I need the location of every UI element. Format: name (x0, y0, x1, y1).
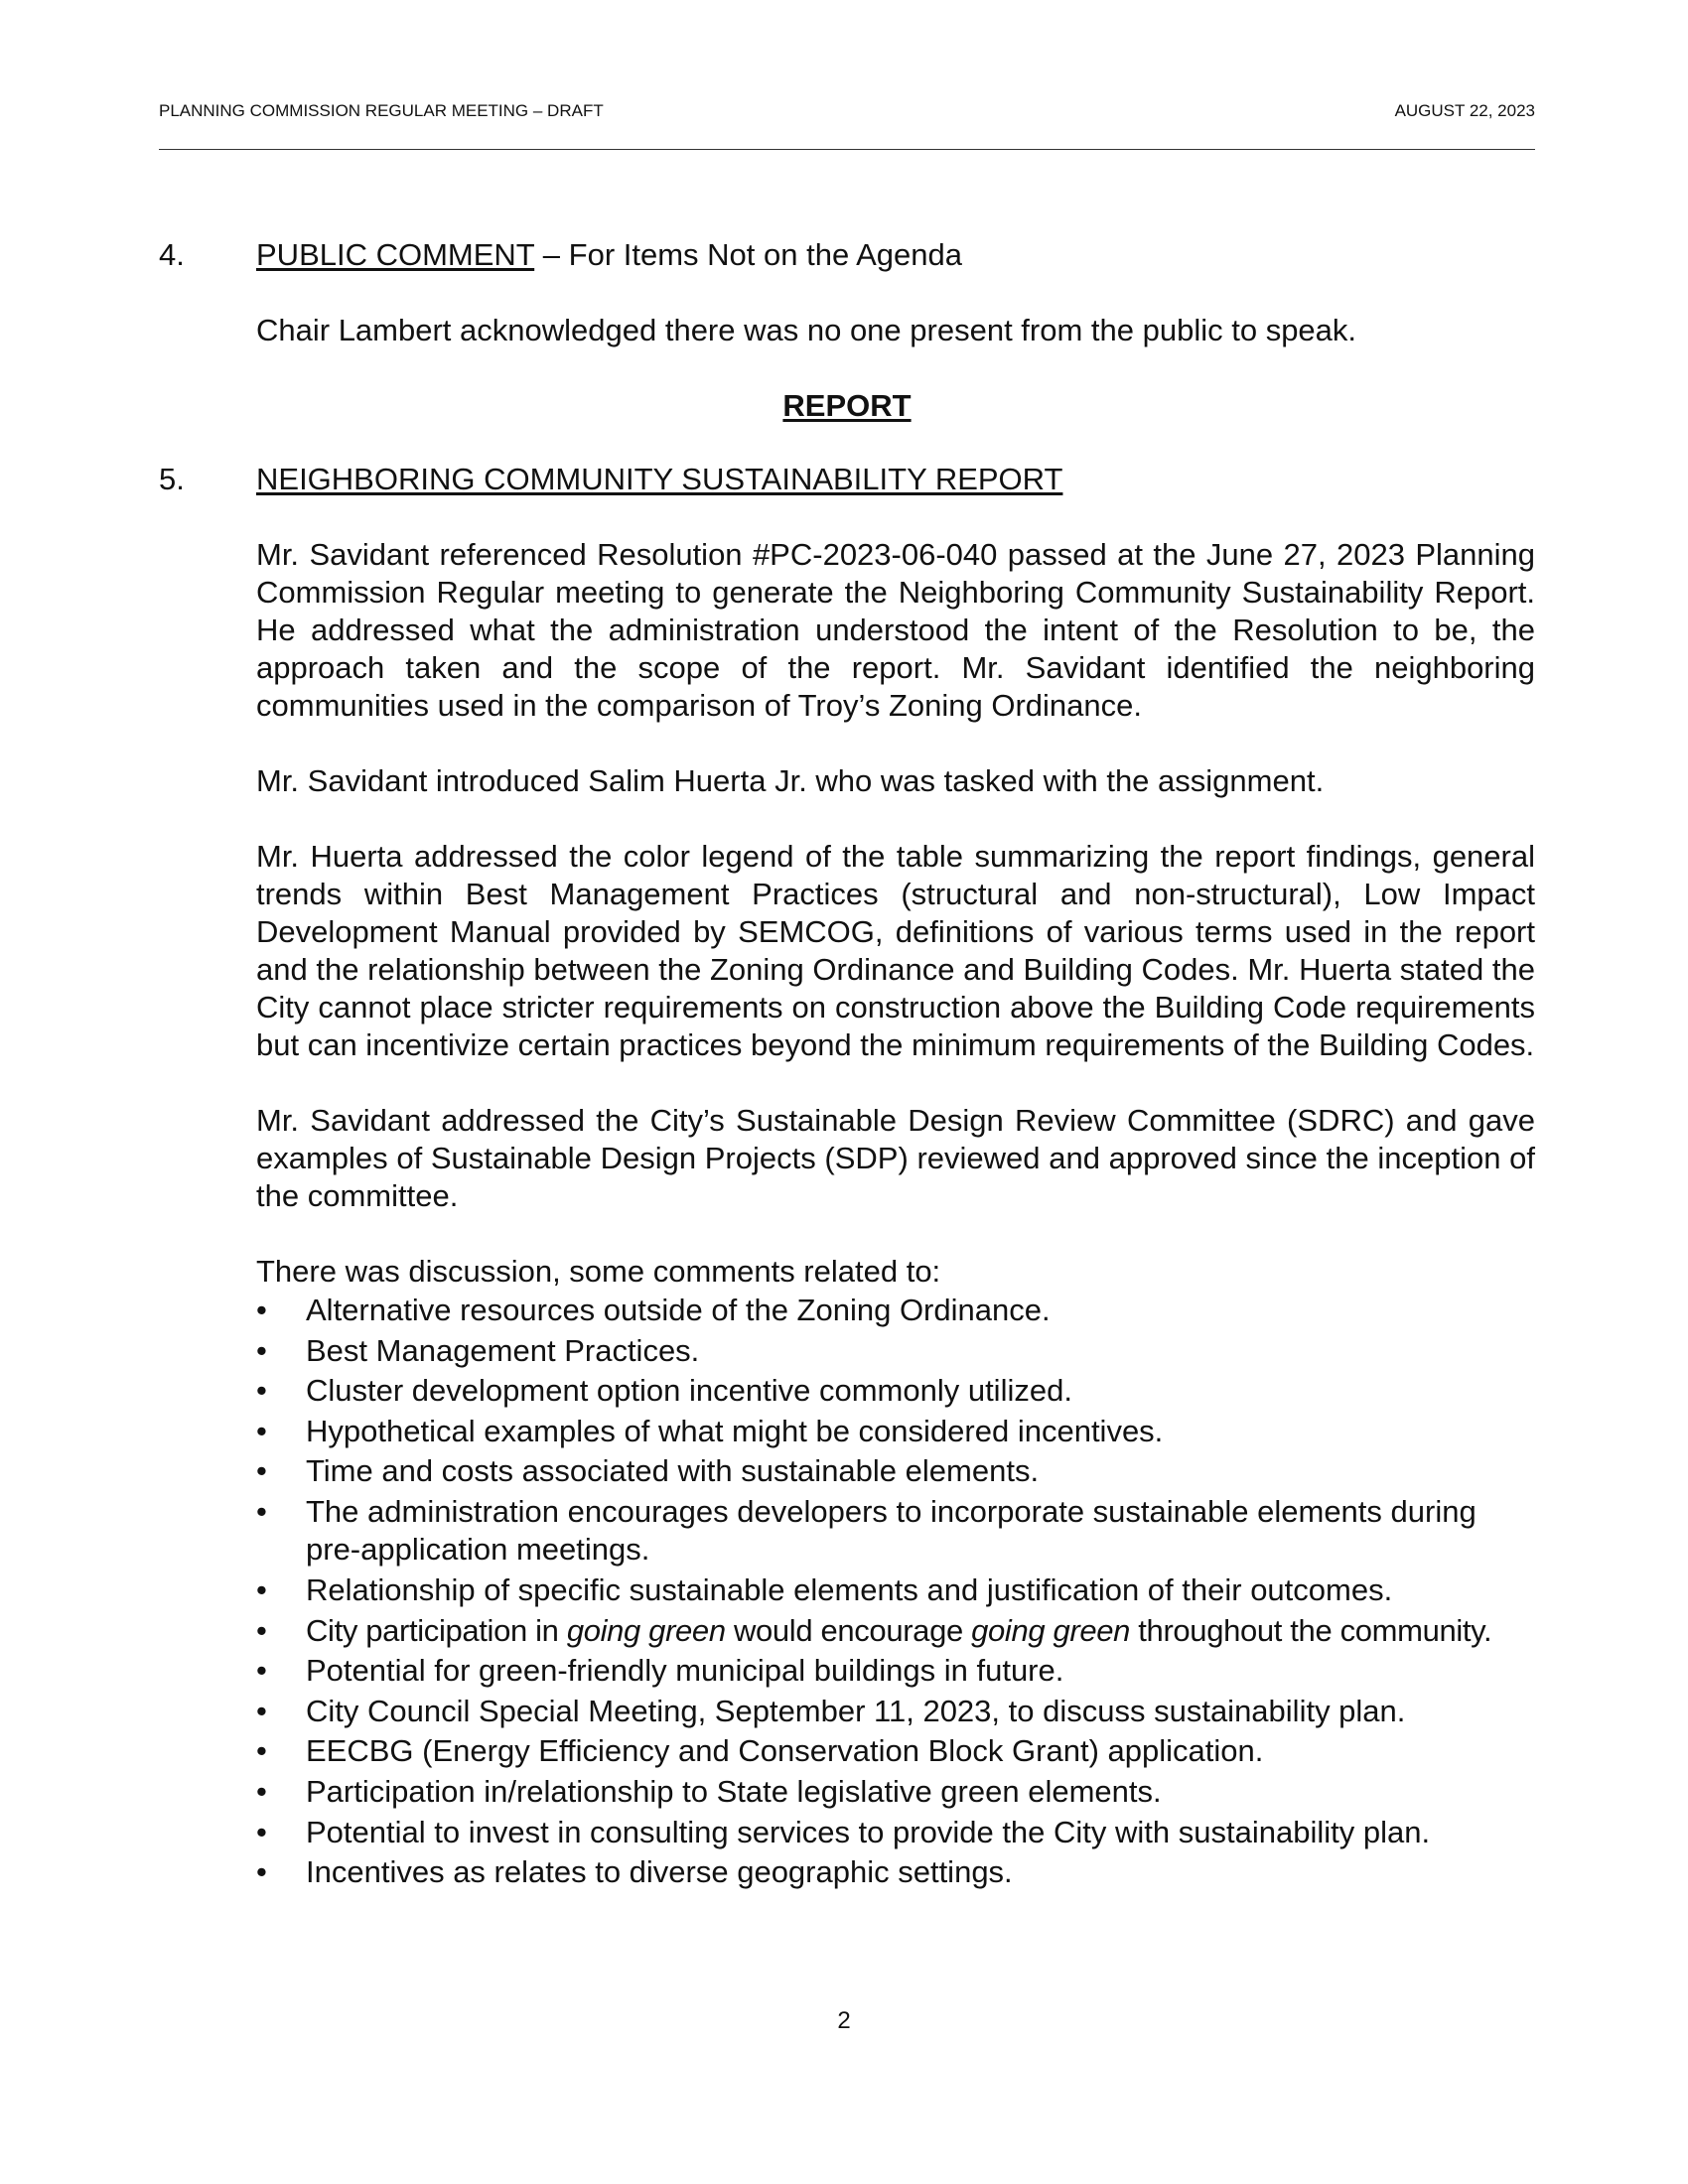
section-title: NEIGHBORING COMMUNITY SUSTAINABILITY REPORT (256, 462, 1063, 496)
section-number: 4. (159, 237, 185, 272)
list-item: • Relationship of specific sustainable elements and justification of their outcomes. (256, 1570, 1535, 1611)
section-number: 5. (159, 462, 185, 496)
list-item: • Best Management Practices. (256, 1331, 1535, 1372)
section-subtitle: – For Items Not on the Agenda (534, 237, 962, 272)
list-item: • Incentives as relates to diverse geographic settings. (256, 1852, 1535, 1893)
paragraph: Chair Lambert acknowledged there was no one present from the public to speak. (256, 313, 1357, 347)
list-item: • Alternative resources outside of the Zoning Ordinance. (256, 1291, 1535, 1331)
document-body (159, 236, 1535, 1893)
report-heading: REPORT (782, 388, 912, 423)
page-number: 2 (837, 2007, 851, 2034)
paragraph: Mr. Savidant referenced Resolution #PC-2023-06-040 passed at the June 27, 2023 Planning Commission Regular meeting to generate the Neighboring Community Sustainability Report. He addressed what the administration understood the intent of the Resolution to be, the approach taken and the scope of the report. Mr. Savidant identified the neighboring communities used in the comparison of Troy’s Zoning Ordinance. (256, 537, 1535, 723)
list-item: • Hypothetical examples of what might be considered incentives. (256, 1412, 1535, 1452)
header-divider (159, 149, 1535, 150)
discussion-list (256, 1291, 1535, 1893)
header-meeting-title: PLANNING COMMISSION REGULAR MEETING – DRAFT (159, 101, 604, 120)
list-item: • Cluster development option incentive commonly utilized. (256, 1371, 1535, 1412)
section-title: PUBLIC COMMENT (256, 237, 535, 272)
section-5-heading (159, 461, 1535, 498)
list-item: • City participation in going green would encourage going green throughout the community. (256, 1611, 1535, 1652)
list-item: • Potential to invest in consulting services to provide the City with sustainability plan. (256, 1813, 1535, 1853)
list-item: • Potential for green-friendly municipal buildings in future. (256, 1651, 1535, 1692)
header-date: AUGUST 22, 2023 (1394, 101, 1535, 120)
list-item: • The administration encourages developers to incorporate sustainable elements during pre-application meetings. (256, 1492, 1535, 1570)
list-item: • Participation in/relationship to State legislative green elements. (256, 1772, 1535, 1813)
discussion-intro: There was discussion, some comments related to: (256, 1254, 941, 1289)
page-header (159, 101, 1535, 121)
list-item: • Time and costs associated with sustainable elements. (256, 1451, 1535, 1492)
list-item: • EECBG (Energy Efficiency and Conservation Block Grant) application. (256, 1731, 1535, 1772)
list-item: • City Council Special Meeting, September 11, 2023, to discuss sustainability plan. (256, 1692, 1535, 1732)
paragraph: Mr. Savidant introduced Salim Huerta Jr. who was tasked with the assignment. (256, 763, 1325, 798)
section-4-heading (159, 236, 1535, 274)
paragraph: Mr. Savidant addressed the City’s Sustainable Design Review Committee (SDRC) and gave examples of Sustainable Design Projects (SDP) reviewed and approved since the inception of the committee. (256, 1103, 1535, 1213)
paragraph: Mr. Huerta addressed the color legend of the table summarizing the report findings, general trends within Best Management Practices (structural and non-structural), Low Impact Development Manual provided by SEMCOG, definitions of various terms used in the report and the relationship between the Zoning Ordinance and Building Codes. Mr. Huerta stated the City cannot place stricter requirements on construction above the Building Code requirements but can incentivize certain practices beyond the minimum requirements of the Building Codes. (256, 839, 1535, 1062)
